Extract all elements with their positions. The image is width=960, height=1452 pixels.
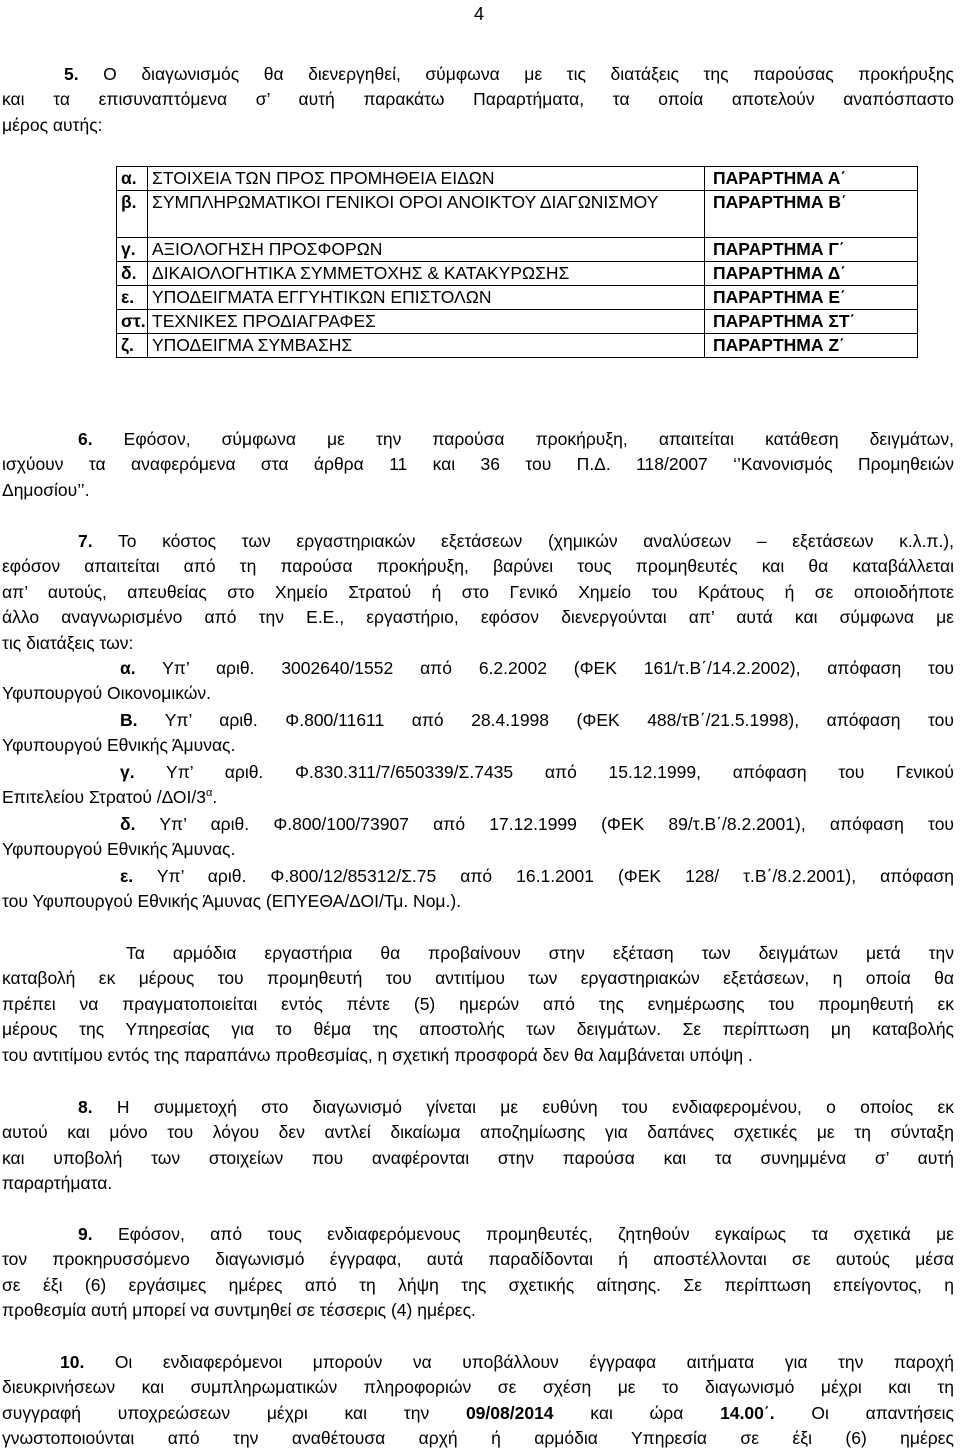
sub-item-beta-line-1: Β. Υπ’ αριθ. Φ.800/11611 από 28.4.1998 (ΦΕΚ 488/τΒ΄/21.5.1998), απόφαση του (120, 710, 954, 730)
clause-9-line-2: τον προκηρυσσόμενο διαγωνισμό έγγραφα, αυτά παραδίδονται ή αποστέλλονται σε αυτούς μέσα (2, 1249, 954, 1270)
clause-9-line-3: σε έξι (6) εργάσιμες ημέρες από τη λήψη της σχετικής αίτησης. Σε περίπτωση επείγοντος, η (2, 1274, 954, 1295)
clause-9 (2, 1222, 954, 1324)
annex-title: ΑΞΙΟΛΟΓΗΣΗ ΠΡΟΣΦΟΡΩΝ (148, 238, 705, 262)
clause-6-number: 6. (78, 429, 93, 449)
clause-7-line-3: απ’ αυτούς, απευθείας στο Χημείο Στρατού ή στο Γενικό Χημείο του Κράτους ή σε οποιοδήποτε (2, 581, 954, 602)
sub-item-delta-letter: δ. (120, 814, 136, 834)
page-number: 4 (474, 4, 485, 24)
sub-item-alpha-letter: α. (120, 658, 136, 678)
annex-table (116, 166, 918, 358)
annex-row (117, 167, 918, 191)
annex-title: ΤΕΧΝΙΚΕΣ ΠΡΟΔΙΑΓΡΑΦΕΣ (148, 310, 705, 334)
deadline-date: 09/08/2014 (465, 1402, 554, 1423)
annex-row (117, 286, 918, 310)
sub-item-alpha-line-2: Υφυπουργού Οικονομικών. (2, 683, 212, 704)
sub-item-epsilon (2, 864, 954, 915)
clause-7-line-4: άλλο αναγνωρισμένο από την Ε.Ε., εργαστήριο, εφόσον διενεργούνται απ’ αυτά και σύμφωνα με (2, 607, 954, 628)
clause-9-line-4: προθεσμία αυτή μπορεί να συντμηθεί σε τέσσερις (4) ημέρες. (2, 1300, 476, 1321)
clause-8-line-2: αυτού και μόνο του λόγου δεν αντλεί δικαίωμα αποζημίωσης για δαπάνες σχετικές με τη σύνταξη (2, 1122, 954, 1143)
sub-item-beta-letter: Β. (120, 710, 138, 730)
lab-paragraph (2, 941, 954, 1068)
annex-letter: δ. (117, 262, 148, 286)
annex-reference: ΠΑΡΑΡΤΗΜΑ Δ΄ (705, 262, 918, 286)
sub-item-epsilon-line-2: του Υφυπουργού Εθνικής Άμυνας (ΕΠΥΕΘΑ/ΔΟΙ/Τμ. Νομ.). (2, 891, 462, 912)
annex-letter: β. (117, 191, 148, 238)
annex-row (117, 262, 918, 286)
clause-8-line-4: παραρτήματα. (2, 1173, 113, 1194)
annex-letter: στ. (117, 310, 148, 334)
clause-8-line-1: 8. Η συμμετοχή στο διαγωνισμό γίνεται με ευθύνη του ενδιαφερομένου, ο οποίος εκ (78, 1097, 954, 1117)
sub-item-gamma-letter: γ. (120, 762, 135, 782)
annex-letter: ζ. (117, 334, 148, 358)
lab-paragraph-line-4: μέρους της Υπηρεσίας για το θέμα της αποστολής των δειγμάτων. Σε περίπτωση μη καταβολής (2, 1019, 954, 1040)
clause-6-line-1: 6. Εφόσον, σύμφωνα με την παρούσα προκήρυξη, απαιτείται κατάθεση δειγμάτων, (78, 429, 954, 449)
clause-6 (2, 427, 954, 503)
clause-10-line-2: διευκρινήσεων και συμπληρωματικών πληροφοριών σε σχέση με το διαγωνισμό μέχρι και τη (2, 1377, 954, 1398)
clause-7-line-5: τις διατάξεις των: (2, 632, 134, 653)
clause-5 (2, 62, 954, 138)
annex-reference: ΠΑΡΑΡΤΗΜΑ ΣΤ΄ (705, 310, 918, 334)
annex-letter: ε. (117, 286, 148, 310)
annex-title: ΣΥΜΠΛΗΡΩΜΑΤΙΚΟΙ ΓΕΝΙΚΟΙ ΟΡΟΙ ΑΝΟΙΚΤΟΥ ΔΙΑΓΩΝΙΣΜΟΥ (148, 191, 705, 238)
clause-7-line-2: εφόσον απαιτείται από τη παρούσα προκήρυξη, βαρύνει τους προμηθευτές και θα καταβάλλεται (2, 556, 954, 577)
clause-7-number: 7. (78, 531, 93, 551)
annex-row (117, 310, 918, 334)
clause-8 (2, 1095, 954, 1197)
annex-title: ΥΠΟΔΕΙΓΜΑΤΑ ΕΓΓΥΗΤΙΚΩΝ ΕΠΙΣΤΟΛΩΝ (148, 286, 705, 310)
annex-letter: γ. (117, 238, 148, 262)
clause-5-number: 5. (64, 64, 79, 84)
clause-6-line-3: Δημοσίου’’. (2, 479, 90, 500)
annex-reference: ΠΑΡΑΡΤΗΜΑ Ζ΄ (705, 334, 918, 358)
annex-title: ΣΤΟΙΧΕΙΑ ΤΩΝ ΠΡΟΣ ΠΡΟΜΗΘΕΙΑ ΕΙΔΩΝ (148, 167, 705, 191)
sub-item-alpha (2, 656, 954, 707)
annex-letter: α. (117, 167, 148, 191)
lab-paragraph-line-2: καταβολή εκ μέρους του προμηθευτή του αντιτίμου των εργαστηριακών εξετάσεων, η οποία θα (2, 968, 954, 989)
annex-reference: ΠΑΡΑΡΤΗΜΑ Β΄ (705, 191, 918, 238)
annex-reference: ΠΑΡΑΡΤΗΜΑ Γ΄ (705, 238, 918, 262)
deadline-time: 14.00΄. (720, 1402, 775, 1423)
sub-item-gamma (2, 760, 954, 811)
annex-title: ΔΙΚΑΙΟΛΟΓΗΤΙΚΑ ΣΥΜΜΕΤΟΧΗΣ & ΚΑΤΑΚΥΡΩΣΗΣ (148, 262, 705, 286)
annex-title: ΥΠΟΔΕΙΓΜΑ ΣΥΜΒΑΣΗΣ (148, 334, 705, 358)
lab-paragraph-line-1: Τα αρμόδια εργαστήρια θα προβαίνουν στην εξέταση των δειγμάτων μετά την (126, 943, 954, 963)
clause-7-line-1: 7. Το κόστος των εργαστηριακών εξετάσεων (χημικών αναλύσεων – εξετάσεων κ.λ.π.), (78, 531, 954, 551)
annex-reference: ΠΑΡΑΡΤΗΜΑ Α΄ (705, 167, 918, 191)
clause-7 (2, 529, 954, 656)
sub-item-beta-line-2: Υφυπουργού Εθνικής Άμυνας. (2, 735, 236, 756)
sub-item-epsilon-line-1: ε. Υπ’ αριθ. Φ.800/12/85312/Σ.75 από 16.1.2001 (ΦΕΚ 128/ τ.Β΄/8.2.2001), απόφαση (120, 866, 954, 886)
clause-8-line-3: και υποβολή των στοιχείων που αναφέρονται στην παρούσα και τα συνημμένα σ’ αυτή (2, 1147, 954, 1168)
clause-5-line-1: 5. Ο διαγωνισμός θα διενεργηθεί, σύμφωνα με τις διατάξεις της παρούσας προκήρυξης (64, 64, 954, 84)
sub-item-delta-line-2: Υφυπουργού Εθνικής Άμυνας. (2, 839, 236, 860)
clause-9-number: 9. (78, 1224, 93, 1244)
lab-paragraph-line-3: πρέπει να πραγματοποιείται εντός πέντε (5) ημερών από της ενημέρωσης του προμηθευτή εκ (2, 993, 954, 1014)
sub-item-epsilon-letter: ε. (120, 866, 134, 886)
clause-10-line-1: 10. Οι ενδιαφερόμενοι μπορούν να υποβάλλουν έγγραφα αιτήματα για την παροχή (60, 1352, 954, 1372)
clause-10-number: 10. (60, 1352, 85, 1372)
sub-item-alpha-line-1: α. Υπ’ αριθ. 3002640/1552 από 6.2.2002 (ΦΕΚ 161/τ.Β΄/14.2.2002), απόφαση του (120, 658, 954, 678)
clause-9-line-1: 9. Εφόσον, από τους ενδιαφερόμενους προμηθευτές, ζητηθούν εγκαίρως τα σχετικά με (78, 1224, 954, 1244)
clause-10-line-3: συγγραφή υποχρεώσεων μέχρι και την 09/08/2014 και ώρα 14.00΄. Οι απαντήσεις (2, 1402, 954, 1423)
clause-6-line-2: ισχύουν τα αναφερόμενα στα άρθρα 11 και 36 του Π.Δ. 118/2007 ‘’Κανονισμός Προμηθειών (2, 454, 954, 475)
lab-paragraph-line-5: του αντιτίμου εντός της παραπάνω προθεσμίας, η σχετική προσφορά δεν θα λαμβάνεται υπόψη . (2, 1044, 753, 1065)
sub-item-delta (2, 812, 954, 863)
superscript-alpha: α (206, 787, 213, 800)
annex-reference: ΠΑΡΑΡΤΗΜΑ Ε΄ (705, 286, 918, 310)
annex-row (117, 238, 918, 262)
sub-item-gamma-line-2: Επιτελείου Στρατού $/\Delta OI/3^\alpha$. (2, 787, 218, 808)
sub-item-gamma-line-1: γ. Υπ’ αριθ. Φ.830.311/7/650339/Σ.7435 από 15.12.1999, απόφαση του Γενικού (120, 762, 954, 782)
sub-item-delta-line-1: δ. Υπ’ αριθ. Φ.800/100/73907 από 17.12.1999 (ΦΕΚ 89/τ.Β΄/8.2.2001), απόφαση του (120, 814, 954, 834)
annex-row (117, 191, 918, 238)
clause-10 (2, 1350, 954, 1452)
annex-row (117, 334, 918, 358)
clause-5-line-2: και τα επισυναπτόμενα σ’ αυτή παρακάτω Παραρτήματα, τα οποία αποτελούν αναπόσπαστο (2, 89, 954, 110)
clause-10-line-4: γνωστοποιούνται από την αναθέτουσα αρχή ή αρμόδια Υπηρεσία σε έξι (6) ημέρες (2, 1428, 954, 1449)
clause-5-line-3: μέρος αυτής: (2, 114, 103, 135)
clause-8-number: 8. (78, 1097, 93, 1117)
sub-item-beta (2, 708, 954, 759)
